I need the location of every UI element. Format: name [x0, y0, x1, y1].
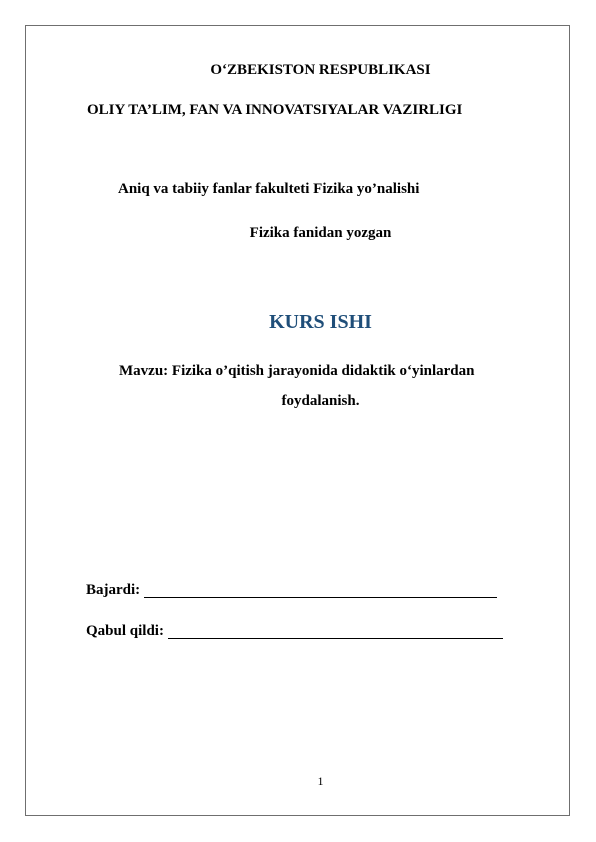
topic-line-1: Mavzu: Fizika o’qitish jarayonida didaktik o‘yinlardan — [119, 363, 475, 379]
accepted-by-row — [86, 624, 503, 639]
faculty-line: Aniq va tabiiy fanlar fakulteti Fizika yo’nalishi — [118, 181, 420, 197]
completed-by-row — [86, 583, 497, 598]
subject-line: Fizika fanidan yozgan — [249, 225, 392, 241]
work-type-title: KURS ISHI — [269, 311, 372, 333]
page-border — [25, 25, 570, 816]
page-number: 1 — [317, 774, 324, 788]
completed-by-signature-line — [144, 584, 497, 598]
accepted-by-label: Qabul qildi: — [86, 623, 164, 639]
ministry-line-1: O‘ZBEKISTON RESPUBLIKASI — [210, 62, 431, 78]
accepted-by-signature-line — [168, 625, 503, 639]
completed-by-label: Bajardi: — [86, 582, 141, 598]
topic-line-2: foydalanish. — [281, 393, 360, 409]
ministry-line-2: OLIY TA’LIM, FAN VA INNOVATSIYALAR VAZIRLIGI — [87, 102, 463, 118]
